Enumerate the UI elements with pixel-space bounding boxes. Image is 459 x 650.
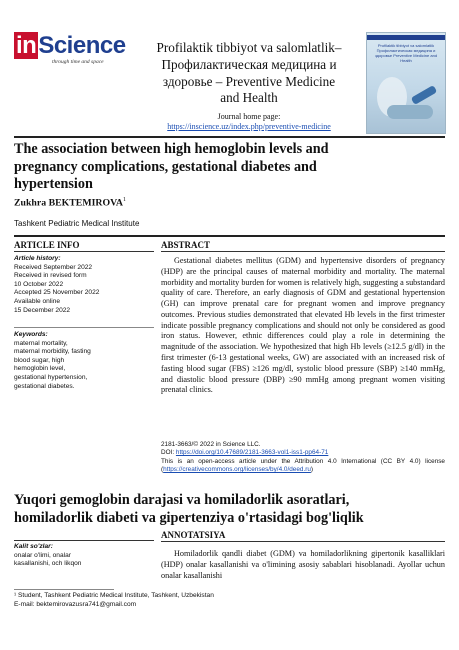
footnote-affiliation: ¹ Student, Tashkent Pediatric Medical Institute, Tashkent, Uzbekistan	[14, 592, 214, 599]
abstract-text: Gestational diabetes mellitus (GDM) and hypertensive disorders of pregnancy (HDP) are the principal causes of maternal morbidity and mortality. The maternal morbidity and mortality burden for women is relatively high, suggesting a substandard quality of care. Therefore, an early diagnosis of GDM and gestational hypertension (GH) can improve prenatal care for pregnant women and improve pregnancy outcomes. Previous studies demonstrated that elevated Hb levels in the first trimester indicate possible pregnancy complications and should not only be considered as good iron status. However, ethnic differences could play a role in determining the magnitude of the association. We hypothesized that high Hb levels (≥12.5 g/dl) in the first trimester (6-13 gestational weeks, GW) are associated with an increased risk of fasting blood sugar (FBS) ≥126 mg/dl, systolic blood pressure (SBP) ≥140 mmHg, and diastolic blood pressure (DBP) ≥90 mmHg among pregnant women visiting prenatal clinics.	[161, 256, 445, 395]
license-end: )	[310, 466, 314, 474]
history-line: Accepted 25 November 2022	[14, 289, 100, 297]
article-info-rule	[14, 251, 154, 252]
cover-title: Profilaktik tibbiyot va salomlatlik Профилактическая медицина и здоровье Preventive Medicine and Health	[374, 43, 438, 63]
homepage-link[interactable]: https://inscience.uz/index.php/preventive-medicine	[167, 122, 331, 131]
journal-name-line: Profilaktik tibbiyot va salomlatlik–	[156, 40, 342, 55]
article-info-heading: ARTICLE INFO	[14, 240, 80, 250]
footnote	[14, 592, 214, 610]
title-line: hypertension	[14, 176, 93, 192]
annotatsiya-rule	[161, 541, 445, 542]
annotatsiya-text: Homiladorlik qandli diabet (GDM) va homiladorlikning gipertonik kasalliklari (HDP) onalar kasallanishi va o'limining asosiy sabablari hisoblanadi. Ayollar uchun onalar kasallanishi	[161, 549, 445, 580]
uzbek-keywords-rule	[14, 540, 154, 541]
keyword-line: maternal mortality,	[14, 339, 68, 347]
journal-cover-image	[366, 32, 446, 134]
header-divider	[14, 136, 445, 138]
keyword-line: hemoglobin level,	[14, 365, 66, 373]
uzbek-title-line: homiladorlik diabeti va gipertenziya o'rtasidagi bog'liqlik	[14, 509, 364, 526]
keyword-line: maternal morbidity, fasting	[14, 348, 91, 356]
journal-name-line: здоровье – Preventive Medicine	[162, 73, 336, 89]
inscience-logo	[14, 32, 129, 82]
doi-link[interactable]: https://doi.org/10.47689/2181-3663-vol1-iss1-pp64-71	[175, 449, 329, 457]
uzbek-keyword-line: kasallanishi, och likqon	[14, 560, 82, 568]
keyword-line: gestational hypertension,	[14, 373, 88, 381]
keyword-line: gestational diabetes.	[14, 382, 75, 390]
uzbek-title-line: Yuqori gemoglobin darajasi va homiladorlik asoratlari,	[14, 492, 350, 508]
author-text: Zukhra BEKTEMIROVA	[14, 197, 123, 209]
history-label: Article history:	[14, 255, 61, 262]
keyword-line: blood sugar, high	[14, 356, 65, 364]
uzbek-keywords	[14, 543, 81, 569]
article-history	[14, 255, 99, 315]
article-title	[14, 141, 445, 194]
logo-brand	[14, 32, 129, 60]
uzbek-keywords-label: Kalit so'zlar:	[14, 543, 53, 550]
homepage-label: Journal home page:	[217, 112, 281, 121]
cover-top-bar	[367, 35, 445, 40]
license-line	[161, 458, 445, 475]
article-meta	[161, 441, 445, 475]
history-line: 15 December 2022	[14, 306, 71, 314]
issn-line: 2181-3663/© 2022 in Science LLC.	[161, 441, 261, 448]
license-text: This is an open-access article under the Attribution 4.0 International (CC BY 4.0) license (	[161, 457, 445, 474]
journal-homepage	[138, 112, 360, 132]
footnote-email: E-mail: bektemirovazusra741@gmail.com	[14, 600, 137, 608]
section-divider	[14, 235, 445, 237]
keywords	[14, 331, 91, 391]
uzbek-keyword-line: onalar o'limi, onalar	[14, 551, 71, 559]
doi-line	[161, 449, 445, 457]
logo-tagline: through time and space	[52, 59, 104, 65]
title-line: The association between high hemoglobin levels and	[14, 141, 329, 157]
abstract-rule	[161, 251, 445, 252]
doi-label: DOI:	[161, 449, 176, 457]
annotatsiya-heading: ANNOTATSIYA	[161, 530, 226, 540]
logo-in: in	[16, 32, 37, 59]
author-affiliation: Tashkent Pediatric Medical Institute	[14, 219, 140, 228]
history-line: Received in revised form	[14, 272, 87, 280]
keywords-rule	[14, 327, 154, 328]
cover-shape	[387, 105, 433, 119]
logo-science: Science	[38, 32, 126, 59]
journal-name-line: and Health	[220, 90, 278, 106]
license-link[interactable]: https://creativecommons.org/licenses/by/4.0/deed.ru	[163, 466, 311, 474]
journal-name	[138, 40, 360, 107]
author-footnote-mark: 1	[122, 197, 126, 203]
title-line: pregnancy complications, gestational diabetes and	[14, 158, 317, 175]
history-line: 10 October 2022	[14, 280, 64, 288]
history-line: Received September 2022	[14, 263, 93, 271]
cover-shape	[411, 85, 438, 105]
author-name	[14, 197, 126, 208]
history-line: Available online	[14, 297, 61, 305]
footnote-rule	[14, 589, 114, 590]
abstract-heading: ABSTRACT	[161, 240, 211, 250]
keywords-label: Keywords:	[14, 331, 48, 338]
uzbek-title	[14, 492, 445, 527]
journal-name-line: Профилактическая медицина и	[161, 56, 337, 72]
